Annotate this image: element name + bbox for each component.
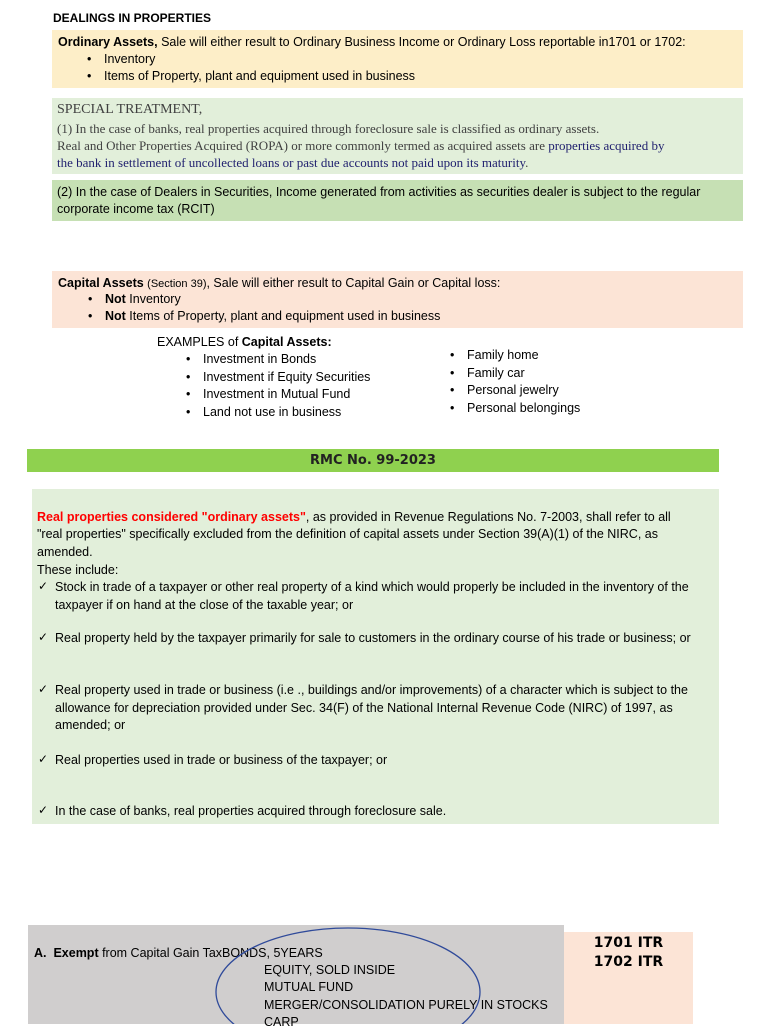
list-item: • Not Inventory (105, 292, 440, 309)
real-properties-line1: Real properties considered "ordinary assets", as provided in Revenue Regulations No. 7-2003, shall refer to all (37, 510, 671, 524)
ellipse-annotation (210, 922, 490, 1024)
these-include: These include: (37, 563, 119, 577)
exempt-note-1: BONDS, 5YEARS (222, 946, 323, 960)
capital-assets-box (52, 271, 743, 328)
examples-label: Capital Assets: (241, 335, 332, 349)
list-item: • Personal jewelry (467, 383, 580, 401)
list-item: • Land not use in business (203, 405, 370, 423)
special-treatment-line1: (1) In the case of banks, real properties acquired through foreclosure sale is classified as ordinary assets. (57, 121, 600, 136)
itr-box (564, 932, 693, 1024)
ropa-text: Real and Other Properties Acquired (ROPA) or more commonly termed as acquired assets are (57, 138, 549, 153)
ordinary-assets-box (52, 30, 743, 88)
list-item: • Inventory (104, 52, 415, 69)
capital-assets-label: Capital Assets (58, 276, 144, 290)
list-item: • Investment if Equity Securities (203, 370, 370, 388)
special-treatment-line3: the bank in settlement of uncollected loans or past due accounts not paid upon its maturity. (57, 155, 529, 170)
check-icon: ✓ (38, 630, 49, 644)
examples-left-list (203, 352, 370, 422)
check-item-5: In the case of banks, real properties acquired through foreclosure sale. (55, 804, 447, 818)
ropa-highlight: properties acquired by (548, 138, 665, 153)
capital-assets-line (58, 276, 500, 290)
exempt-note-3: MUTUAL FUND (264, 980, 354, 994)
special-treatment-box (52, 98, 743, 174)
dealers-line2: corporate income tax (RCIT) (57, 202, 215, 216)
exempt-letter: A. (34, 946, 47, 960)
rmc-title-bar (27, 449, 719, 472)
examples-right-list (467, 348, 580, 418)
itr-1701: 1701 ITR (593, 935, 664, 951)
exempt-note-5: CARP (264, 1015, 299, 1029)
ordinary-assets-list (104, 52, 415, 86)
check-icon: ✓ (38, 682, 49, 696)
list-item: • Personal belongings (467, 401, 580, 419)
check-item-4: Real properties used in trade or business of the taxpayer; or (55, 753, 388, 767)
real-properties-line2: "real properties" specifically excluded from the definition of capital assets under Section 39(A)(1) of the NIRC, as (37, 527, 658, 541)
dealers-line1: (2) In the case of Dealers in Securities, Income generated from activities as securities dealer is subject to the regular (57, 185, 701, 199)
real-properties-highlight: Real properties considered "ordinary assets" (37, 510, 306, 524)
itr-1702: 1702 ITR (593, 954, 664, 970)
list-item: • Investment in Bonds (203, 352, 370, 370)
check-item-2: Real property held by the taxpayer primarily for sale to customers in the ordinary course of his trade or business; or (55, 631, 691, 645)
exempt-label: Exempt (53, 946, 99, 960)
special-treatment-title: SPECIAL TREATMENT, (57, 102, 203, 117)
check-item-3: Real property used in trade or business (i.e ., buildings and/or improvements) of a character which is subject to the allowance for depreciation provided under Sec. 34(F) of the National Internal Revenue Code (NIRC) of 1997, as amended; or (55, 683, 688, 732)
list-item: • Not Items of Property, plant and equipment used in business (105, 309, 440, 326)
capital-assets-text: , Sale will either result to Capital Gain or Capital loss: (206, 276, 501, 290)
list-item: • Family home (467, 348, 580, 366)
check-icon: ✓ (38, 752, 49, 766)
page-heading: DEALINGS IN PROPERTIES (53, 11, 212, 25)
list-item: • Items of Property, plant and equipment used in business (104, 69, 415, 86)
capital-assets-list (105, 292, 440, 326)
check-item-1: Stock in trade of a taxpayer or other real property of a kind which would properly be included in the inventory of the taxpayer if on hand at the close of the taxable year; or (55, 580, 689, 612)
examples-heading: EXAMPLES of Capital Assets: (157, 335, 332, 349)
check-icon: ✓ (38, 579, 49, 593)
exempt-note-2: EQUITY, SOLD INSIDE (264, 963, 396, 977)
dealers-box (52, 180, 743, 221)
real-properties-line3: amended. (37, 545, 93, 559)
rmc-title: RMC No. 99-2023 (310, 453, 436, 468)
exempt-note-4: MERGER/CONSOLIDATION PURELY IN STOCKS (264, 998, 548, 1012)
special-treatment-line2 (57, 138, 664, 154)
exempt-line: A. Exempt from Capital Gain TaxBONDS, 5YEARS (34, 946, 323, 960)
ropa-continued: the bank in settlement of uncollected loans or past due accounts not paid upon its maturity (57, 155, 526, 170)
ordinary-assets-label: Ordinary Assets, (58, 35, 158, 49)
list-item: • Investment in Mutual Fund (203, 387, 370, 405)
list-item: • Family car (467, 366, 580, 384)
capital-assets-section: (Section 39) (147, 278, 207, 290)
ordinary-assets-text: Sale will either result to Ordinary Business Income or Ordinary Loss reportable in1701 or 1702: (157, 35, 686, 49)
check-icon: ✓ (38, 803, 49, 817)
ordinary-assets-line (58, 35, 686, 49)
